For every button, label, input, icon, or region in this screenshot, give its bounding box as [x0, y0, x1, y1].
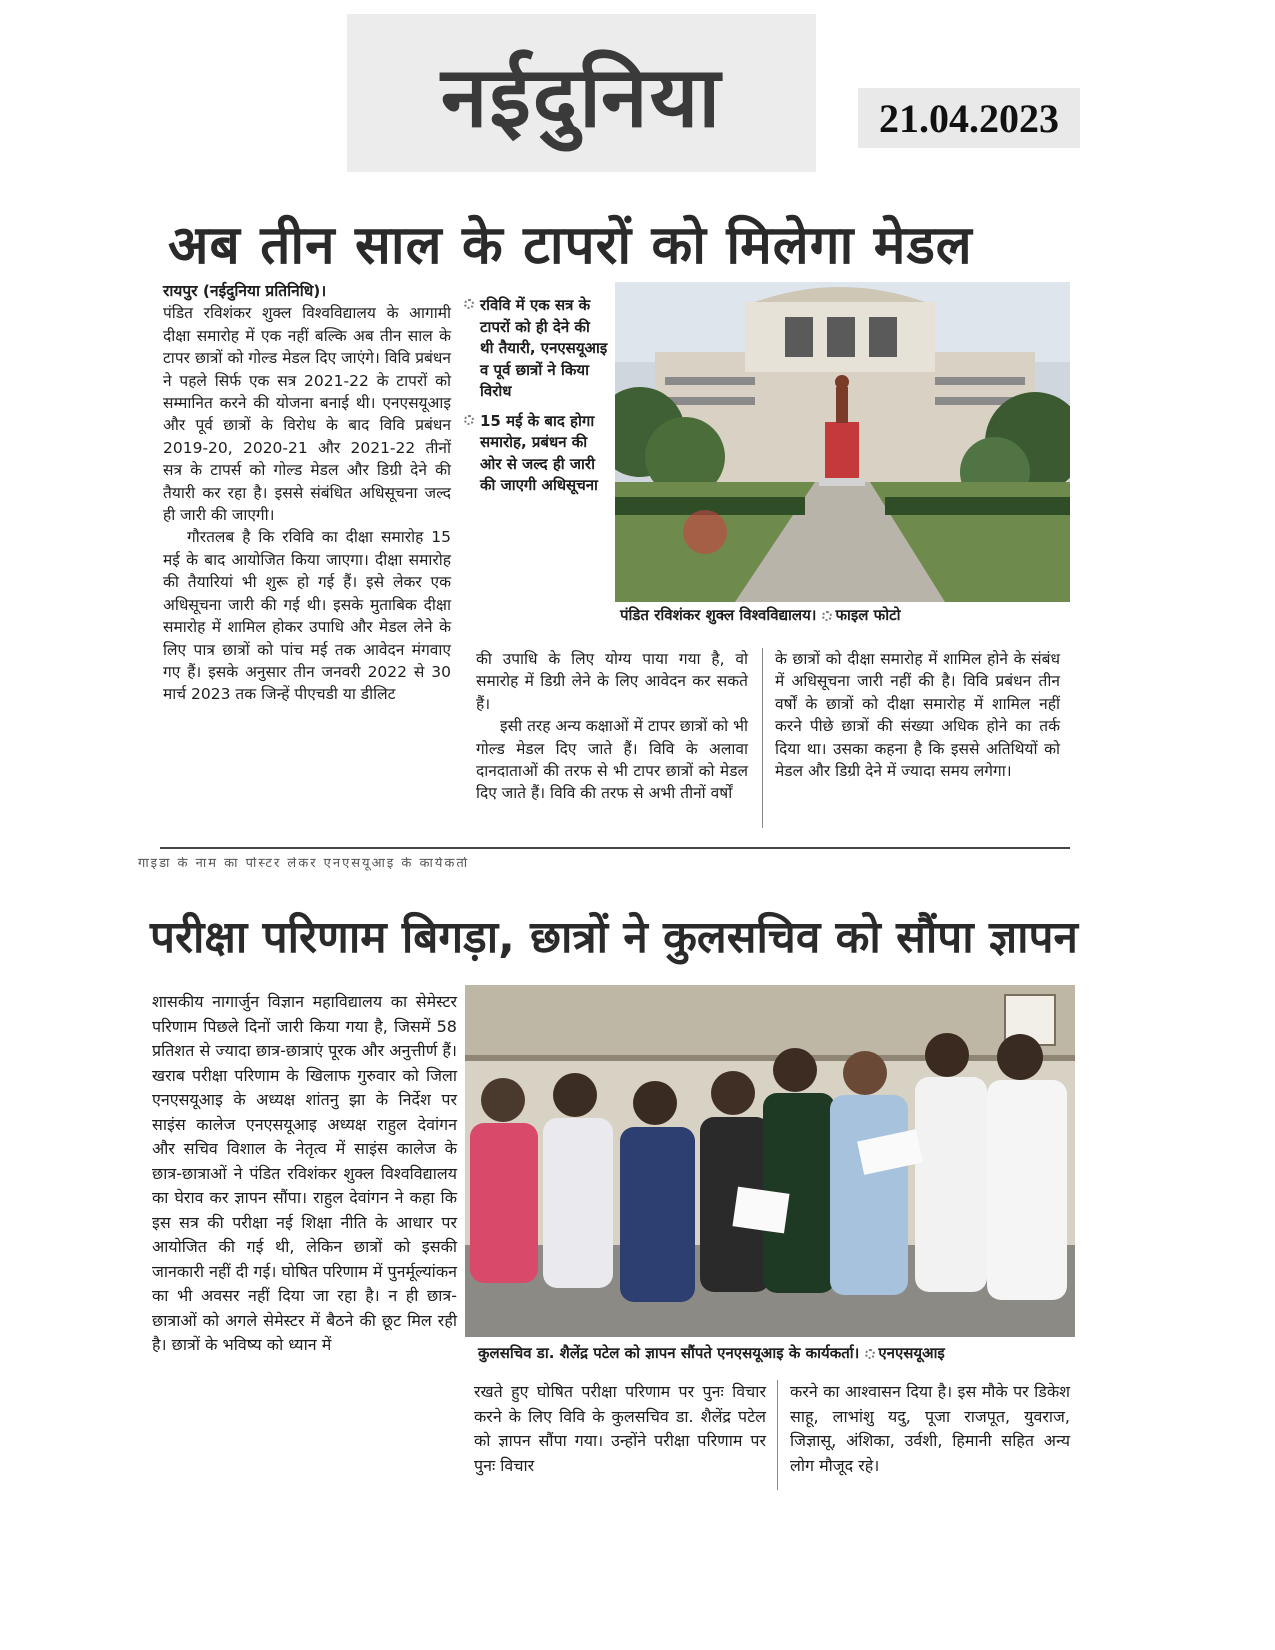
- story1-headline: अब तीन साल के टापरों को मिलेगा मेडल: [168, 215, 973, 276]
- story1-column-3: [775, 648, 1060, 782]
- photo-credit: फाइल फोटो: [835, 606, 901, 624]
- students-memorandum-photo: [465, 985, 1075, 1337]
- story1-highlights: [480, 295, 608, 505]
- story2-column-2: [474, 1380, 766, 1478]
- newspaper-name: नईदुनिया: [440, 47, 723, 146]
- story1-paragraph: गौरतलब है कि रविवि का दीक्षा समारोह 15 मई के बाद आयोजित किया जाएगा। दीक्षा समारोह की तैयारियां भी शुरू हो गई हैं। इसे लेकर एक अधिसूचना जारी की गई थी। इसके मुताबिक दीक्षा समारोह में शामिल होकर उपाधि और मेडल लेने के लिए पात्र छात्रों को पांच मई तक आवेदन मंगवाए गए हैं। इसके अनुसार तीन जनवरी 2022 से 30 मार्च 2023 तक जिन्हें पीएचडी या डीलिट: [163, 528, 451, 704]
- camera-credit-icon: [865, 1349, 875, 1359]
- column-divider: [762, 648, 763, 828]
- bullet-icon: [464, 415, 474, 425]
- publication-date: 21.04.2023: [858, 88, 1080, 148]
- story1-paragraph: इसी तरह अन्य कक्षाओं में टापर छात्रों को भी गोल्ड मेडल दिए जाते हैं। विवि के अलावा दानदाताओं की तरफ से भी टापर छात्रों को मेडल दिए जाते हैं। विवि की तरफ से अभी तीनों वर्षों: [476, 717, 748, 803]
- story1-paragraph: के छात्रों को दीक्षा समारोह में शामिल होने के संबंध में अधिसूचना जारी नहीं की है। विवि प्रबंधन तीन वर्षों के छात्रों को दीक्षा समारोह में शामिल नहीं करने पीछे छात्रों की संख्या अधिक होने का तर्क दिया था। उसका कहना है कि इससे अतिथियों को मेडल और डिग्री देने में ज्यादा समय लगेगा।: [775, 650, 1060, 781]
- highlight-item: रविवि में एक सत्र के टापरों को ही देने की थी तैयारी, एनएसयूआइ व पूर्व छात्रों ने किया विरोध: [480, 295, 608, 403]
- story2-column-1: [152, 990, 457, 1358]
- story1-column-1: [163, 280, 451, 706]
- story1-paragraph: पंडित रविशंकर शुक्ल विश्वविद्यालय के आगामी दीक्षा समारोह में एक नहीं बल्कि अब तीन साल के टापर छात्रों को गोल्ड मेडल दिए जाएंगे। विवि प्रबंधन ने पहले सिर्फ एक सत्र 2021-22 के टापरों को सम्मानित करने की योजना बनाई थी। एनएसयूआइ और पूर्व छात्रों के विरोध के बाद विवि प्रबंधन 2019-20, 2020-21 और 2021-22 तीनों सत्र के टापर्स को गोल्ड मेडल और डिग्री देने की तैयारी कर रहा है। इससे संबंधित अधिसूचना जल्द ही जारी की जाएगी।: [163, 304, 451, 525]
- bullet-icon: [464, 299, 474, 309]
- story2-paragraph: शासकीय नागार्जुन विज्ञान महाविद्यालय का सेमेस्टर परिणाम पिछले दिनों जारी किया गया है, जिसमें 58 प्रतिशत से ज्यादा छात्र-छात्राएं पूरक और अनुत्तीर्ण हैं। खराब परीक्षा परिणाम के खिलाफ गुरुवार को जिला एनएसयूआइ के अध्यक्ष शांतनु झा के निर्देश पर साइंस कालेज एनएसयूआइ अध्यक्ष राहुल देवांगन और सचिव विशाल के नेतृत्व में साइंस कालेज के छात्र-छात्राओं ने पंडित रविशंकर शुक्ल विश्वविद्यालय का घेराव कर ज्ञापन सौंपा। राहुल देवांगन ने कहा कि इस सत्र की परीक्षा नई शिक्षा नीति के आधार पर आयोजित की गई थी, लेकिन छात्रों को इसकी जानकारी नहीं दी गई। घोषित परिणाम में पुनर्मूल्यांकन का भी अवसर नहीं दिया जा रहा है। न ही छात्र-छात्राओं को अगले सेमेस्टर में बैठने की छूट मिल रही है। छात्रों के भविष्य को ध्यान में: [152, 992, 457, 1354]
- newspaper-masthead: [347, 14, 816, 172]
- story2-headline: परीक्षा परिणाम बिगड़ा, छात्रों ने कुलसचिव को सौंपा ज्ञापन: [150, 912, 1078, 963]
- story1-photo-caption: पंडित रविशंकर शुक्ल विश्वविद्यालय। फाइल फोटो: [620, 606, 901, 624]
- highlight-item: 15 मई के बाद होगा समारोह, प्रबंधन की ओर से जल्द ही जारी की जाएगी अधिसूचना: [480, 411, 608, 497]
- story2-column-3: [790, 1380, 1070, 1478]
- photo-credit: एनएसयूआइ: [878, 1344, 945, 1362]
- story2-paragraph: रखते हुए घोषित परीक्षा परिणाम पर पुनः विचार करने के लिए विवि के कुलसचिव डा. शैलेंद्र पटेल को ज्ञापन सौंपा गया। उन्होंने परीक्षा परिणाम पर पुनः विचार: [474, 1382, 766, 1475]
- column-divider: [777, 1380, 778, 1490]
- camera-credit-icon: [822, 611, 832, 621]
- story2-paragraph: करने का आश्वासन दिया है। इस मौके पर डिकेश साहू, लाभांशु यदु, पूजा राजपूत, युवराज, जिज्ञासू, अंशिका, उर्वशी, हिमानी सहित अन्य लोग मौजूद रहे।: [790, 1382, 1070, 1475]
- story1-paragraph: की उपाधि के लिए योग्य पाया गया है, वो समारोह में डिग्री लेने के लिए आवेदन कर सकते हैं।: [476, 650, 748, 713]
- university-building-photo: [615, 282, 1070, 602]
- clipped-text-strip: गाइडा के नाम का पोस्टर लेकर एनएसयूआइ के कार्यकर्ता: [138, 857, 470, 871]
- story2-photo-caption: कुलसचिव डा. शैलेंद्र पटेल को ज्ञापन सौंपते एनएसयूआइ के कार्यकर्ता। एनएसयूआइ: [478, 1344, 945, 1362]
- story1-column-2: [476, 648, 748, 805]
- dateline: रायपुर (नईदुनिया प्रतिनिधि)।: [163, 282, 327, 300]
- story-divider: [160, 847, 1070, 849]
